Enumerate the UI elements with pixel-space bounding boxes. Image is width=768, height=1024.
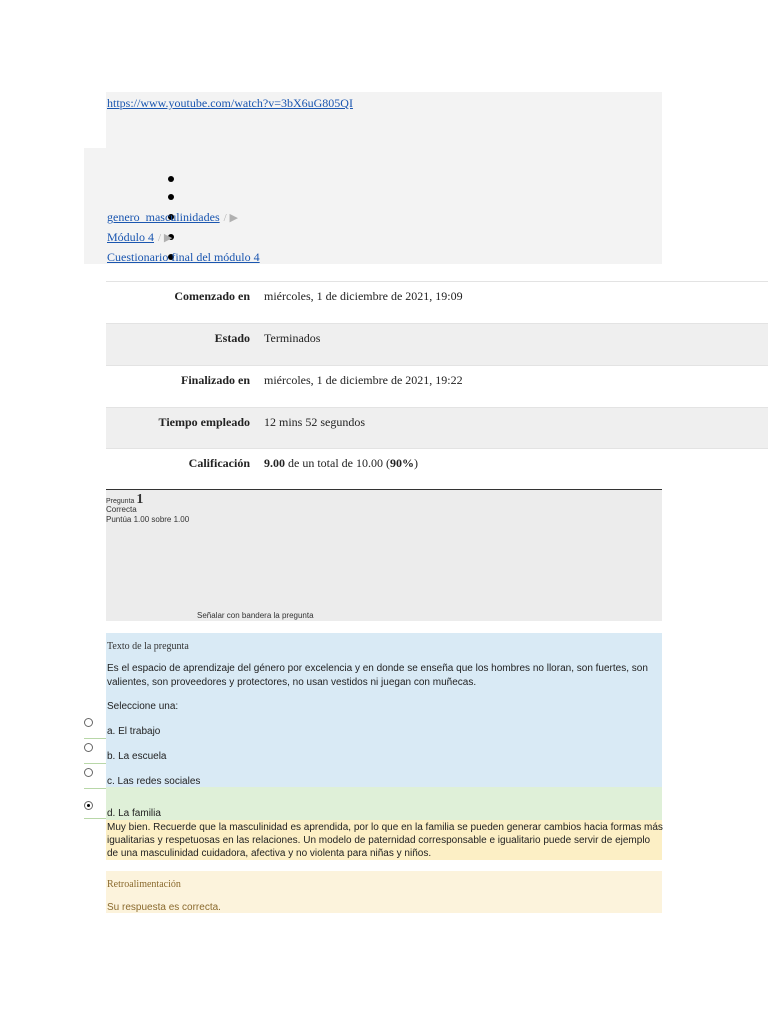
summary-value: miércoles, 1 de diciembre de 2021, 19:09	[264, 289, 463, 303]
breadcrumb	[84, 148, 662, 264]
question-number-value: 1	[136, 492, 144, 507]
summary-label: Finalizado en	[180, 373, 250, 387]
radio-option-d-selected[interactable]	[84, 801, 93, 810]
question-status: Correcta	[106, 505, 137, 514]
specific-feedback: Muy bien. Recuerde que la masculinidad es aprendida, por lo que en la familia se pueden generar cambios hacia formas más igualitarias y respetuosas en las relaciones. Un modelo de paternidad corresponsable e igualitario puede servir de ejemplo de una masculinidad cuidadora, afectiva y no violenta para niñas y niños.	[107, 822, 663, 859]
radio-underline	[84, 818, 106, 819]
radio-option-a[interactable]	[84, 718, 93, 727]
bullet-icon	[168, 194, 174, 200]
radio-underline	[84, 788, 106, 789]
breadcrumb-link-module[interactable]: Módulo 4	[107, 230, 155, 244]
summary-value: miércoles, 1 de diciembre de 2021, 19:22	[264, 373, 463, 387]
flag-question-link[interactable]: Señalar con bandera la pregunta	[197, 611, 314, 620]
summary-value: 12 mins 52 segundos	[264, 415, 366, 429]
question-score: Puntúa 1.00 sobre 1.00	[106, 515, 190, 524]
correct-answer-panel	[106, 787, 662, 820]
breadcrumb-item	[107, 230, 172, 245]
question-text-panel	[106, 633, 662, 787]
summary-label: Comenzado en	[174, 289, 250, 303]
breadcrumb-separator: / ▶	[158, 232, 173, 244]
breadcrumb-separator: / ▶	[223, 212, 238, 224]
grade-text: de un total de 10.00 (	[285, 456, 390, 470]
breadcrumb-item	[107, 250, 260, 265]
question-info	[106, 490, 662, 621]
breadcrumb-link-quiz[interactable]: Cuestionario final del módulo 4	[107, 250, 260, 264]
breadcrumb-item	[107, 210, 238, 225]
grade-percent: 90%	[389, 456, 414, 470]
question-text: Es el espacio de aprendizaje del género por excelencia y en donde se enseña que los hombres no lloran, son fuertes, son valientes, son proveedores y protectores, no usan vestidos ni juegan con muñecas.	[107, 663, 648, 688]
option-b-label[interactable]: b. La escuela	[107, 751, 167, 762]
question-label: Pregunta	[106, 498, 135, 505]
summary-row-state	[106, 323, 768, 365]
option-a-label[interactable]: a. El trabajo	[107, 726, 161, 737]
summary-row-time	[106, 407, 768, 449]
radio-underline	[84, 738, 106, 739]
video-link[interactable]: https://www.youtube.com/watch?v=3bX6uG805QI	[107, 96, 353, 110]
radio-dot-icon	[87, 804, 90, 807]
general-feedback-text: Su respuesta es correcta.	[107, 902, 221, 913]
option-c-label[interactable]: c. Las redes sociales	[107, 776, 201, 787]
summary-value: Terminados	[264, 331, 321, 345]
question-text-title: Texto de la pregunta	[107, 641, 189, 652]
grade-close: )	[413, 456, 418, 470]
summary-label: Calificación	[188, 456, 250, 470]
summary-row-grade	[106, 448, 768, 490]
radio-option-c[interactable]	[84, 768, 93, 777]
radio-option-b[interactable]	[84, 743, 93, 752]
summary-row-finished	[106, 365, 768, 407]
select-one-prompt: Seleccione una:	[107, 701, 179, 712]
summary-label: Estado	[214, 331, 250, 345]
summary-label: Tiempo empleado	[158, 415, 250, 429]
option-d-label[interactable]: d. La familia	[107, 808, 161, 819]
general-feedback-title: Retroalimentación	[107, 879, 181, 890]
breadcrumb-link-course[interactable]: genero_masculinidades	[107, 210, 220, 224]
grade-score: 9.00	[264, 456, 285, 470]
radio-underline	[84, 763, 106, 764]
bullet-icon	[168, 176, 174, 182]
summary-row-started	[106, 281, 768, 323]
grade-value	[264, 456, 418, 471]
